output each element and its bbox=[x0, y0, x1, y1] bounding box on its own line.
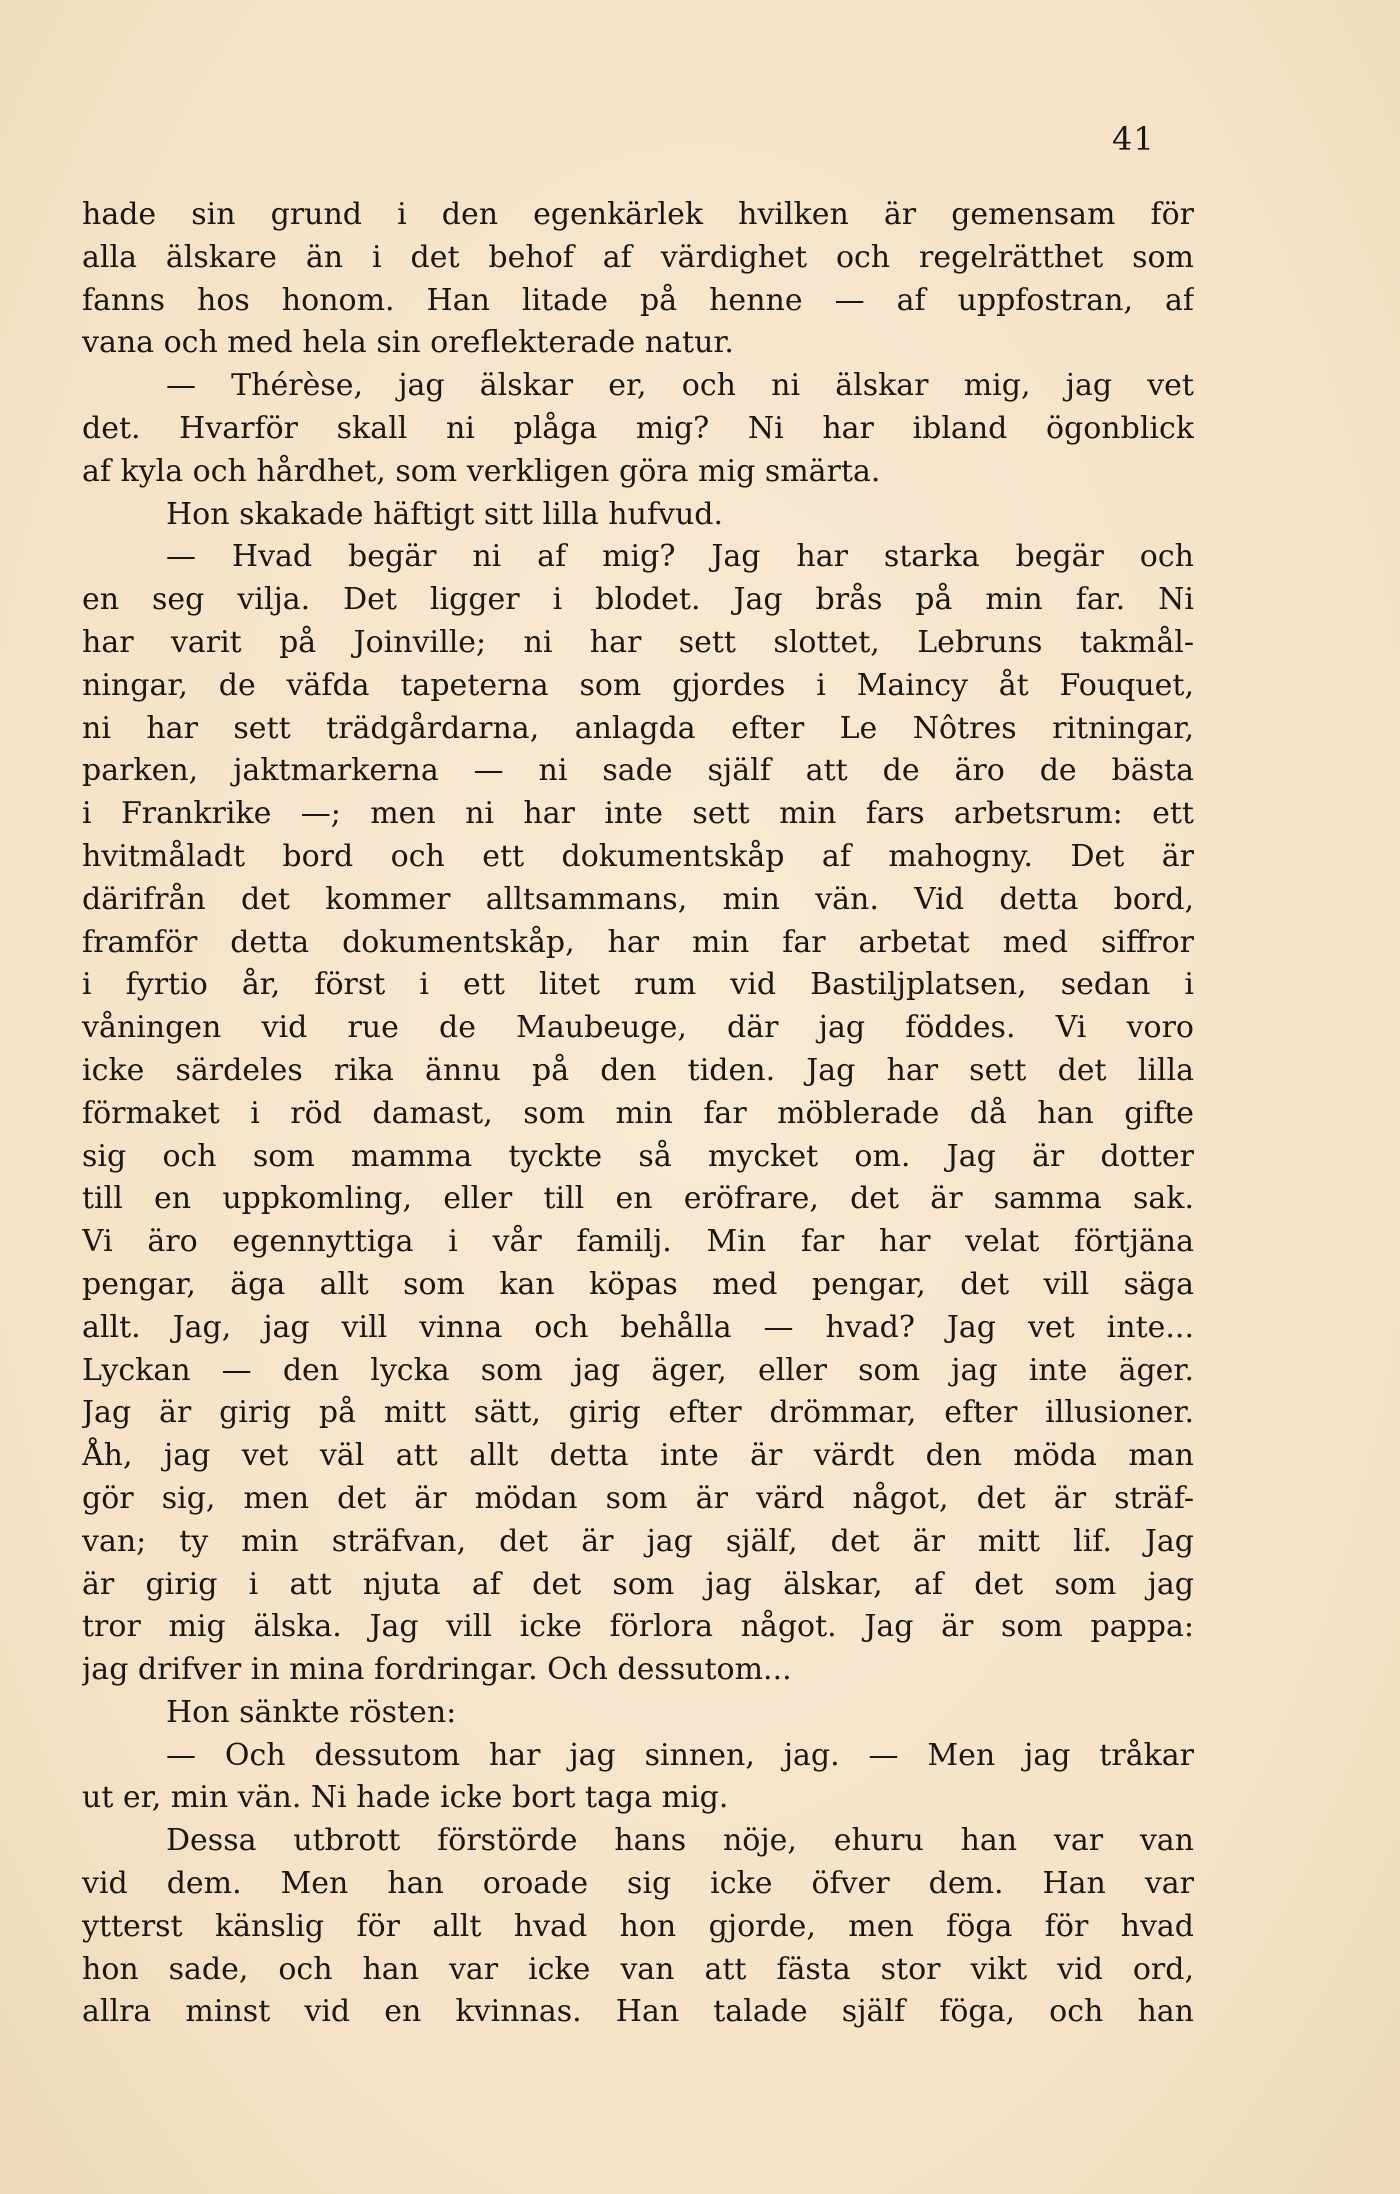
text-line: — Och dessutom har jag sinnen, jag. — Men jag tråkar bbox=[166, 1737, 1194, 1773]
text-line: hvitmåladt bord och ett dokumentskåp af mahogny. Det är bbox=[82, 838, 1194, 874]
text-line: ningar, de väfda tapeterna som gjordes i Maincy åt Fouquet, bbox=[82, 667, 1194, 703]
text-line: hon sade, och han var icke van att fästa stor vikt vid ord, bbox=[82, 1951, 1194, 1987]
text-line: förmaket i röd damast, som min far möblerade då han gifte bbox=[82, 1095, 1194, 1131]
text-line: pengar, äga allt som kan köpas med pengar, det vill säga bbox=[82, 1266, 1194, 1302]
text-line: har varit på Joinville; ni har sett slottet, Lebruns takmål- bbox=[82, 624, 1194, 660]
page-body-text bbox=[82, 194, 1194, 2034]
text-line: van; ty min sträfvan, det är jag själf, det är mitt lif. Jag bbox=[82, 1523, 1194, 1559]
text-line: till en uppkomling, eller till en eröfrare, det är samma sak. bbox=[82, 1181, 1194, 1217]
text-line: — Hvad begär ni af mig? Jag har starka begär och bbox=[166, 539, 1194, 575]
text-line: Åh, jag vet väl att allt detta inte är värdt den möda man bbox=[82, 1438, 1194, 1474]
text-line: ni har sett trädgårdarna, anlagda efter Le Nôtres ritningar, bbox=[82, 710, 1194, 746]
text-line: i fyrtio år, först i ett litet rum vid Bastiljplatsen, sedan i bbox=[82, 967, 1194, 1003]
text-line: Jag är girig på mitt sätt, girig efter drömmar, efter illusioner. bbox=[82, 1395, 1194, 1431]
text-line: i Frankrike —; men ni har inte sett min fars arbetsrum: ett bbox=[82, 796, 1194, 832]
text-line: alla älskare än i det behof af värdighet och regelrätthet som bbox=[82, 239, 1194, 275]
text-line: våningen vid rue de Maubeuge, där jag föddes. Vi voro bbox=[82, 1010, 1194, 1046]
text-line: vana och med hela sin oreflekterade natur. bbox=[82, 325, 734, 361]
text-line: icke särdeles rika ännu på den tiden. Jag har sett det lilla bbox=[82, 1052, 1194, 1088]
text-line: det. Hvarför skall ni plåga mig? Ni har ibland ögonblick bbox=[82, 410, 1194, 446]
text-line: Lyckan — den lycka som jag äger, eller som jag inte äger. bbox=[82, 1352, 1194, 1388]
text-line: gör sig, men det är mödan som är värd något, det är sträf- bbox=[82, 1480, 1194, 1516]
text-line: sig och som mamma tyckte så mycket om. Jag är dotter bbox=[82, 1138, 1194, 1174]
text-line: Vi äro egennyttiga i vår familj. Min far har velat förtjäna bbox=[82, 1224, 1194, 1260]
text-line: allt. Jag, jag vill vinna och behålla — hvad? Jag vet inte... bbox=[82, 1309, 1194, 1345]
text-line: Hon skakade häftigt sitt lilla hufvud. bbox=[166, 496, 724, 532]
page-number: 41 bbox=[1112, 120, 1155, 158]
text-line: hade sin grund i den egenkärlek hvilken är gemensam för bbox=[82, 197, 1194, 232]
text-line: därifrån det kommer alltsammans, min vän. Vid detta bord, bbox=[82, 881, 1194, 917]
text-line: allra minst vid en kvinnas. Han talade själf föga, och han bbox=[82, 1994, 1194, 2030]
text-line: tror mig älska. Jag vill icke förlora något. Jag är som pappa: bbox=[82, 1609, 1194, 1645]
text-line: en seg vilja. Det ligger i blodet. Jag brås på min far. Ni bbox=[82, 582, 1194, 618]
text-line: ytterst känslig för allt hvad hon gjorde, men föga för hvad bbox=[82, 1908, 1194, 1944]
text-line: vid dem. Men han oroade sig icke öfver dem. Han var bbox=[82, 1866, 1194, 1902]
text-line: Dessa utbrott förstörde hans nöje, ehuru han var van bbox=[166, 1823, 1194, 1859]
text-line: Hon sänkte rösten: bbox=[166, 1694, 457, 1730]
text-line: af kyla och hårdhet, som verkligen göra mig smärta. bbox=[82, 453, 881, 489]
text-line: framför detta dokumentskåp, har min far arbetat med siffror bbox=[82, 924, 1194, 960]
text-line: parken, jaktmarkerna — ni sade själf att de äro de bästa bbox=[82, 753, 1194, 789]
text-line: ut er, min vän. Ni hade icke bort taga mig. bbox=[82, 1780, 729, 1816]
text-line: är girig i att njuta af det som jag älskar, af det som jag bbox=[82, 1566, 1194, 1602]
text-line: fanns hos honom. Han litade på henne — af uppfostran, af bbox=[82, 282, 1194, 318]
text-line: — Thérèse, jag älskar er, och ni älskar mig, jag vet bbox=[166, 368, 1194, 404]
text-line: jag drifver in mina fordringar. Och dessutom... bbox=[82, 1652, 792, 1688]
